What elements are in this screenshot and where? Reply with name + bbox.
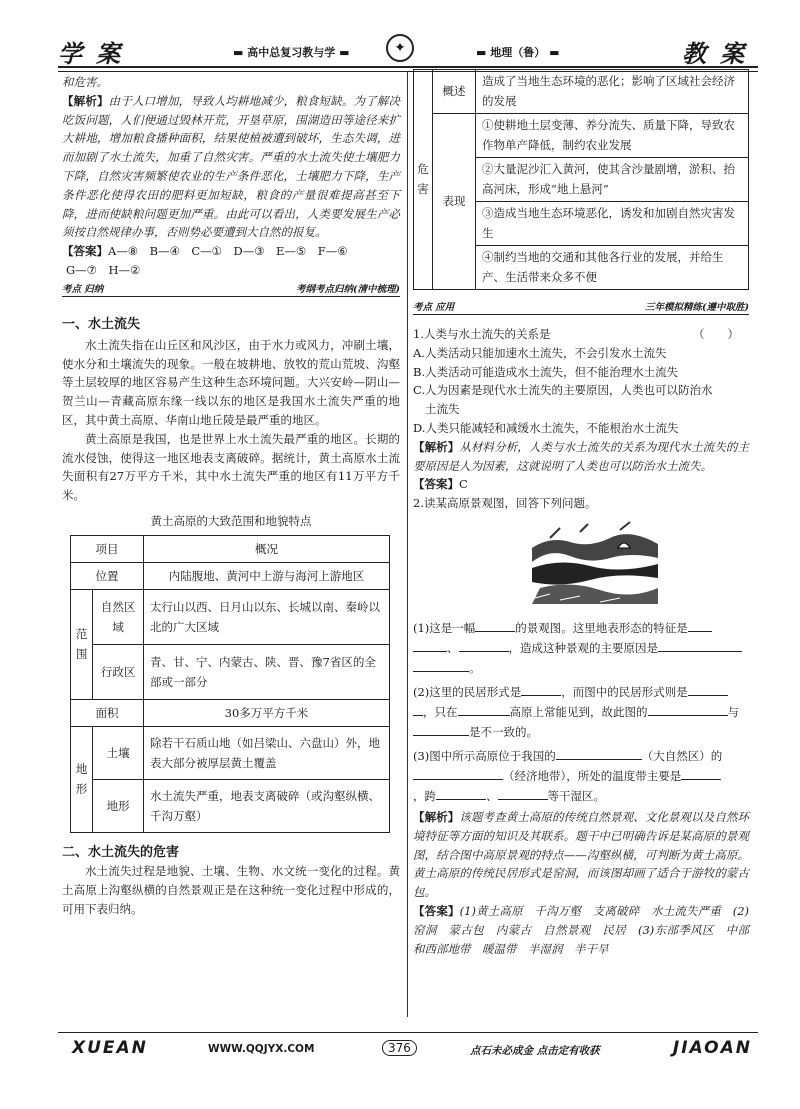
right-column bbox=[413, 69, 749, 513]
answer-blank[interactable] bbox=[681, 767, 721, 780]
band-right-label: 三年模拟精练(遵中取胜) bbox=[645, 302, 749, 313]
paragraph: 水土流失指在山丘区和风沙区，由于水力或风力，冲刷土壤，使水分和土壤流失的现象。一般在坡耕地、放牧的荒山荒坡、沟壑等土层较厚的地区容易产生这种生态环境问题。大兴安岭—阴山—贺兰山—青藏高原东缘一线以东的地区是我国水土流失严重的地区，其中黄土高原、华南山地丘陵是最严重的地区。 bbox=[62, 337, 400, 427]
text: (1)这是一幅 bbox=[413, 621, 476, 635]
answer-blank[interactable] bbox=[413, 703, 423, 716]
text: （大自然区）的 bbox=[641, 749, 723, 763]
answer-label: 【答案】 bbox=[62, 244, 108, 259]
text: 与 bbox=[727, 705, 739, 719]
answer-blank[interactable] bbox=[413, 659, 469, 672]
question-text: 2.读某高原景观图，回答下列问题。 bbox=[413, 496, 597, 511]
table-cell: 太行山以西、日月山以东、长城以南、秦岭以北的广大区域 bbox=[144, 589, 390, 644]
text: 是不一致的。 bbox=[469, 725, 538, 739]
option-d: D.人类只能减轻和减缓水土流失，不能根治水土流失 bbox=[413, 420, 679, 435]
table-cell: 水土流失严重，地表支离破碎（或沟壑纵横、千沟万壑） bbox=[144, 779, 390, 832]
paragraph: 黄土高原是我国，也是世界上水土流失最严重的地区。长期的流水侵蚀，使得这一地区地表支离破碎。据统计，黄土高原水土流失面积有27万平方千米，其中水土流失严重的地区有11万平方千米。 bbox=[62, 431, 400, 503]
question-stem bbox=[413, 325, 749, 344]
answer-paragraph bbox=[413, 475, 749, 494]
answer-blank[interactable] bbox=[413, 723, 469, 736]
answer-parenthesis: （ ） bbox=[693, 327, 739, 341]
plateau-landscape-image bbox=[530, 518, 660, 604]
page-number: 376 bbox=[382, 1040, 417, 1056]
answer-blank[interactable] bbox=[459, 639, 509, 652]
section-band bbox=[62, 282, 400, 297]
analysis-label: 【解析】 bbox=[413, 810, 460, 824]
table-cell: ①使耕地土层变薄、养分流失、质量下降，导致农作物单产降低，制约农业发展 bbox=[476, 114, 749, 158]
table-cell: 概述 bbox=[433, 70, 476, 114]
header-left-title: 学案 bbox=[58, 40, 134, 68]
table-cell: 造成了当地生态环境的恶化；影响了区域社会经济的发展 bbox=[476, 70, 749, 114]
footer-left-brand: XUEAN bbox=[72, 1038, 148, 1058]
table-header: 项目 bbox=[71, 535, 144, 562]
option-a: A.人类活动只能加速水土流失，不会引发水土流失 bbox=[413, 345, 667, 360]
text: ，只在 bbox=[423, 705, 458, 719]
band-right-label: 考纲考点归纳(清中梳理) bbox=[296, 283, 400, 295]
table-cell: ③造成当地生态环境恶化，诱发和加剧自然灾害发生 bbox=[476, 202, 749, 246]
answer-blank[interactable] bbox=[475, 619, 515, 632]
text: (2)这里的民居形式是 bbox=[413, 685, 522, 699]
table-cell: 范围 bbox=[71, 589, 93, 699]
sub-question-2 bbox=[413, 682, 749, 742]
text: 高原上常能见到，故此图的 bbox=[509, 705, 648, 719]
header-subject: ▬ 地理（鲁） ▬ bbox=[476, 46, 560, 59]
table-cell: 自然区域 bbox=[93, 589, 144, 644]
option-b: B.人类活动可能造成水土流失，但不能治理水土流失 bbox=[413, 364, 679, 379]
answer-text: (1)黄土高原 千沟万壑 支离破碎 水土流失严重 (2)窑洞 蒙古包 内蒙古 自然景观 民居 (3)东部季风区 中部和西部地带 暖温带 半湿润 半干旱 bbox=[413, 903, 749, 956]
question-2-body bbox=[413, 618, 749, 958]
analysis-paragraph bbox=[62, 92, 400, 242]
sub-question-3 bbox=[413, 746, 749, 806]
text: 、 bbox=[486, 789, 498, 803]
paragraph: 和危害。 bbox=[62, 75, 108, 89]
answer-paragraph bbox=[62, 242, 400, 261]
table-cell: ②大量泥沙汇入黄河，使其含沙量剧增，淤积、抬高河床，形成“地上悬河” bbox=[476, 158, 749, 202]
answer-blank[interactable] bbox=[413, 639, 447, 652]
text: （经济地带），所处的温度带主要是 bbox=[503, 769, 682, 783]
answer-line-2: G—⑦ H—② bbox=[66, 262, 141, 277]
band-left-label: 考点 应用 bbox=[413, 302, 455, 313]
table-cell: 面积 bbox=[71, 699, 144, 726]
table-cell: 青、甘、宁、内蒙古、陕、晋、豫7省区的全部或一部分 bbox=[144, 644, 390, 699]
analysis-paragraph bbox=[413, 438, 749, 476]
answer-label: 【答案】 bbox=[413, 903, 460, 918]
left-column bbox=[62, 73, 400, 918]
footer-slogan: 点石未必成金 点击定有收获 bbox=[470, 1045, 600, 1057]
analysis-paragraph bbox=[413, 808, 749, 902]
footer-url[interactable]: WWW.QQJYX.COM bbox=[208, 1043, 315, 1055]
answer-blank[interactable] bbox=[688, 619, 712, 632]
answer-blank[interactable] bbox=[648, 703, 728, 716]
table-cell: 地形 bbox=[93, 779, 144, 832]
table-cell: 土壤 bbox=[93, 726, 144, 779]
answer-blank[interactable] bbox=[688, 683, 728, 696]
table-cell: 地形 bbox=[71, 726, 93, 832]
analysis-text: 该题考查黄土高原的传统自然景观、文化景观以及自然环境特征等方面的知识及其联系。题干中已明确告诉是某高原的景观图，结合图中高原景观的特点——沟壑纵横，可判断为黄土高原。黄土高原的传统民居形式是窑洞，而该图却画了适合于游牧的蒙古包。 bbox=[413, 810, 749, 900]
footer-rule bbox=[58, 1032, 758, 1033]
table-header: 概况 bbox=[144, 535, 390, 562]
table-cell: 30多万平方千米 bbox=[144, 699, 390, 726]
column-divider bbox=[407, 72, 408, 1017]
question-1 bbox=[413, 325, 749, 513]
text: 的景观图。这里地表形态的特征是 bbox=[515, 621, 688, 635]
table-cell: 表现 bbox=[433, 114, 476, 290]
text: ，而图中的民居形式则是 bbox=[561, 685, 688, 699]
text: 等干湿区。 bbox=[547, 789, 605, 803]
harm-table bbox=[413, 69, 749, 290]
table-cell: 除若干石质山地（如吕梁山、六盘山）外，地表大部分被厚层黄土覆盖 bbox=[144, 726, 390, 779]
table-caption: 黄土高原的大致范围和地貌特点 bbox=[150, 513, 312, 528]
answer-text: A—⑧ B—④ C—① D—③ E—⑤ F—⑥ bbox=[108, 244, 348, 259]
section-heading: 二、水土流失的危害 bbox=[62, 844, 180, 860]
text: (3)图中所示高原位于我国的 bbox=[413, 749, 556, 763]
paragraph: 水土流失过程是地貌、土壤、生物、水文统一变化的过程。黄土高原上沟壑纵横的自然景观正是在这种统一变化过程中形成的，可用下表归纳。 bbox=[62, 863, 400, 916]
text: 。 bbox=[469, 661, 481, 675]
analysis-text: 从材料分析，人类与水土流失的关系为现代水土流失的主要原因是人为因素，这就说明了人类也可以防治水土流失。 bbox=[413, 439, 749, 473]
answer-blank[interactable] bbox=[413, 767, 503, 780]
answer-text: C bbox=[459, 477, 468, 492]
emblem-icon: ✦ bbox=[386, 34, 414, 62]
answer-paragraph bbox=[413, 902, 749, 958]
page-footer bbox=[58, 1038, 758, 1062]
table-cell: 行政区 bbox=[93, 644, 144, 699]
footer-right-brand: JIAOAN bbox=[672, 1038, 752, 1058]
header-middle-text: ▬ 高中总复习教与学 ▬ bbox=[233, 46, 350, 59]
header-right-title: 教案 bbox=[682, 40, 758, 68]
table-cell: 位置 bbox=[71, 562, 144, 589]
question-text: 1.人类与水土流失的关系是 bbox=[413, 327, 551, 341]
answer-blank[interactable] bbox=[498, 787, 548, 800]
analysis-label: 【解析】 bbox=[413, 439, 460, 454]
answer-label: 【答案】 bbox=[413, 477, 459, 492]
option-c: C.人为因素是现代水土流失的主要原因，人类也可以防治水 bbox=[413, 383, 713, 398]
analysis-text: 由于人口增加，导致人均耕地减少，粮食短缺。为了解决吃饭问题，人们便通过毁林开荒，开垦草原，围湖造田等途径来扩大耕地，增加粮食播种面积，结果使植被遭到破坏，生态失调，进而加剧了水土流失，加重了自然灾害。严重的水土流失使土壤肥力下降，自然灾害频繁使农业的生产条件恶化，土壤肥力下降，生产条件恶化使得农田的肥料更加短缺，粮食的产量很难提高甚至下降，进而使缺粮问题更加严重。由此可以看出，人类要发展生产必须按自然规律办事，否则势必要遭到大自然的报复。 bbox=[62, 93, 401, 240]
answer-blank[interactable] bbox=[436, 787, 486, 800]
text: ，造成这种景观的主要原因是 bbox=[508, 641, 658, 655]
answer-blank[interactable] bbox=[458, 703, 510, 716]
answer-blank[interactable] bbox=[658, 639, 742, 652]
table-cell: ④制约当地的交通和其他各行业的发展，并给生产、生活带来众多不便 bbox=[476, 246, 749, 290]
option-c-cont: 土流失 bbox=[425, 402, 460, 417]
text: 、 bbox=[447, 641, 459, 655]
text: ，跨 bbox=[413, 789, 436, 803]
band-left-label: 考点 归纳 bbox=[62, 283, 104, 295]
section-band bbox=[413, 300, 749, 315]
analysis-label: 【解析】 bbox=[62, 93, 109, 108]
answer-blank[interactable] bbox=[521, 683, 561, 696]
answer-blank[interactable] bbox=[556, 747, 642, 760]
loess-plateau-table bbox=[70, 535, 390, 833]
section-heading: 一、水土流失 bbox=[62, 316, 141, 332]
table-cell: 内陆腹地、黄河中上游与海河上游地区 bbox=[144, 562, 390, 589]
sub-question-1 bbox=[413, 618, 749, 678]
table-cell: 危害 bbox=[414, 70, 433, 290]
